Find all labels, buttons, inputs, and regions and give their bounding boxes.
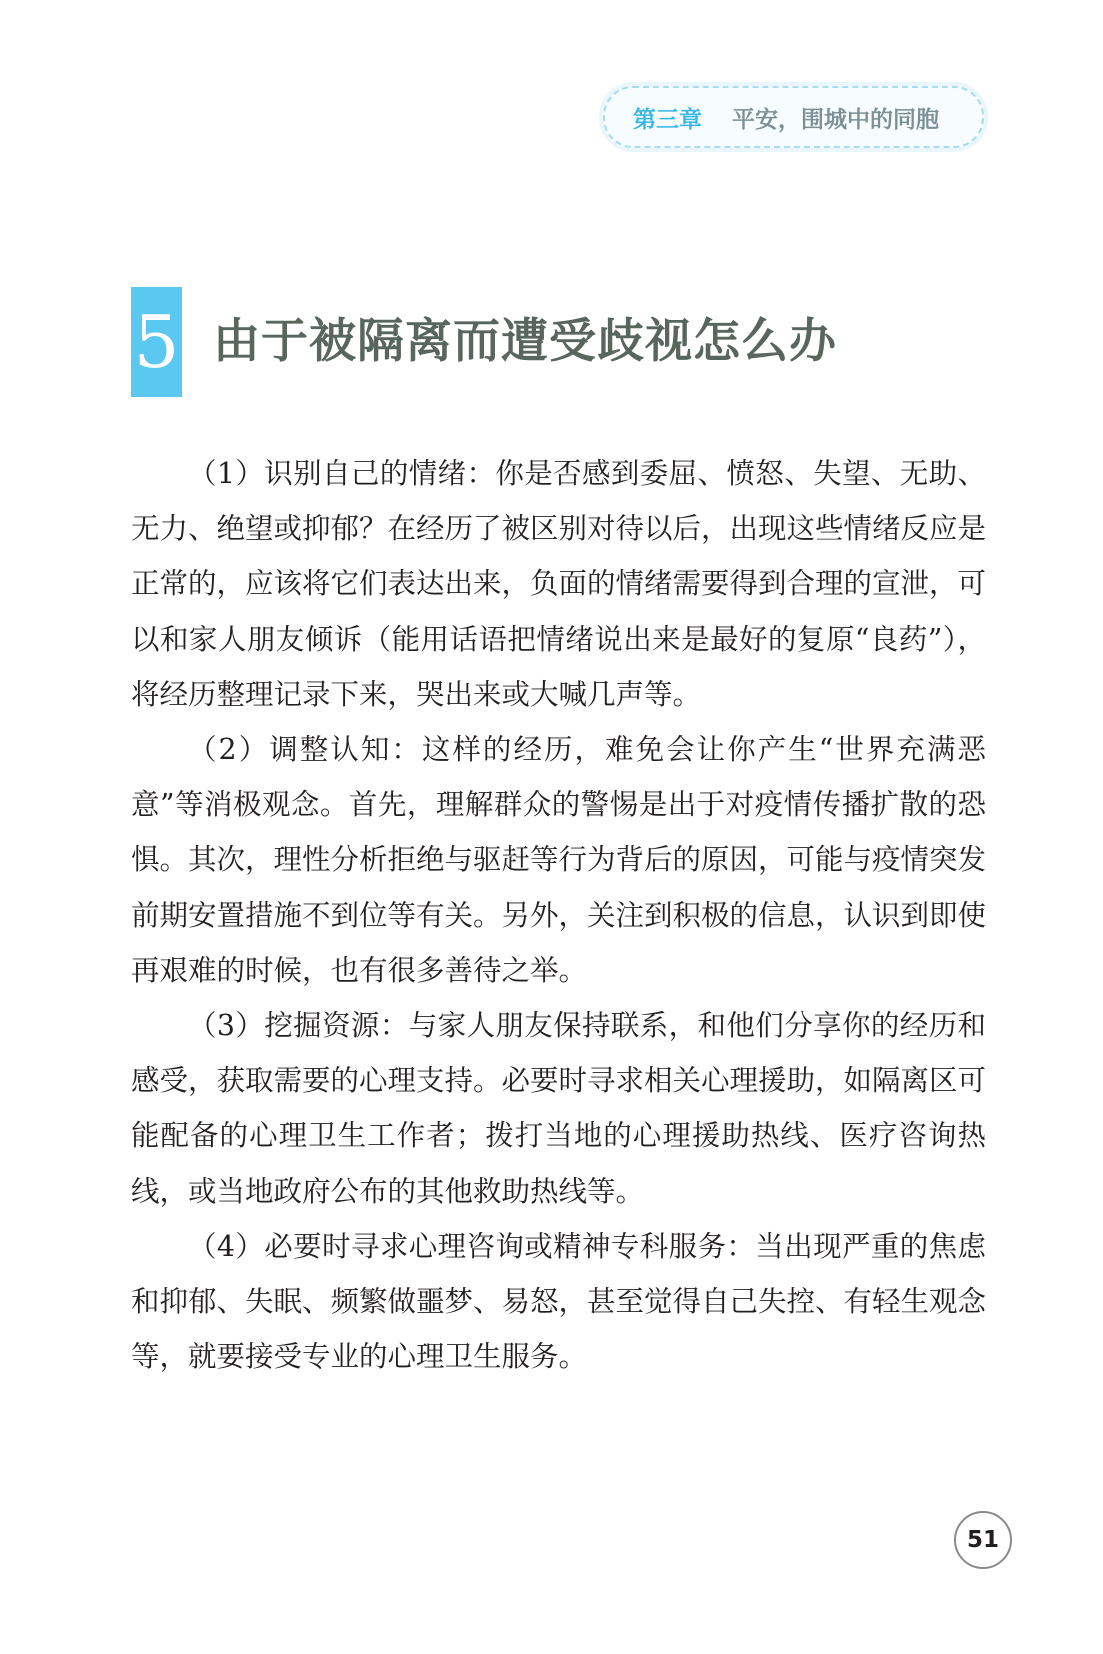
paragraph-3: （3）挖掘资源：与家人朋友保持联系，和他们分享你的经历和感受，获取需要的心理支持。必要时寻求相关心理援助，如隔离区可能配备的心理卫生工作者；拨打当地的心理援助热线、医疗咨询热线，或当地政府公布的其他救助热线等。	[131, 1009, 987, 1208]
chapter-number: 第三章	[633, 106, 702, 133]
paragraph-4: （4）必要时寻求心理咨询或精神专科服务：当出现严重的焦虑和抑郁、失眠、频繁做噩梦、易怒，甚至觉得自己失控、有轻生观念等，就要接受专业的心理卫生服务。	[131, 1229, 987, 1374]
page-number: 51	[954, 1511, 1012, 1569]
chapter-header-tag	[603, 86, 984, 148]
body-text	[131, 446, 986, 1384]
paragraph-2: （2）调整认知：这样的经历，难免会让你产生“世界充满恶意”等消极观念。首先，理解群众的警惕是出于对疫情传播扩散的恐惧。其次，理性分析拒绝与驱赶等行为背后的原因，可能与疫情突发前期安置措施不到位等有关。另外，关注到积极的信息，认识到即使再艰难的时候，也有很多善待之举。	[131, 733, 987, 987]
paragraph-1: （1）识别自己的情绪：你是否感到委屈、愤怒、失望、无助、无力、绝望或抑郁？在经历了被区别对待以后，出现这些情绪反应是正常的，应该将它们表达出来，负面的情绪需要得到合理的宣泄，可以和家人朋友倾诉（能用话语把情绪说出来是最好的复原“良药”），将经历整理记录下来，哭出来或大喊几声等。	[131, 457, 987, 711]
section-number-badge: 5	[131, 287, 182, 397]
chapter-title: 平安，围城中的同胞	[732, 106, 939, 133]
section-title: 由于被隔离而遭受歧视怎么办	[213, 314, 837, 369]
